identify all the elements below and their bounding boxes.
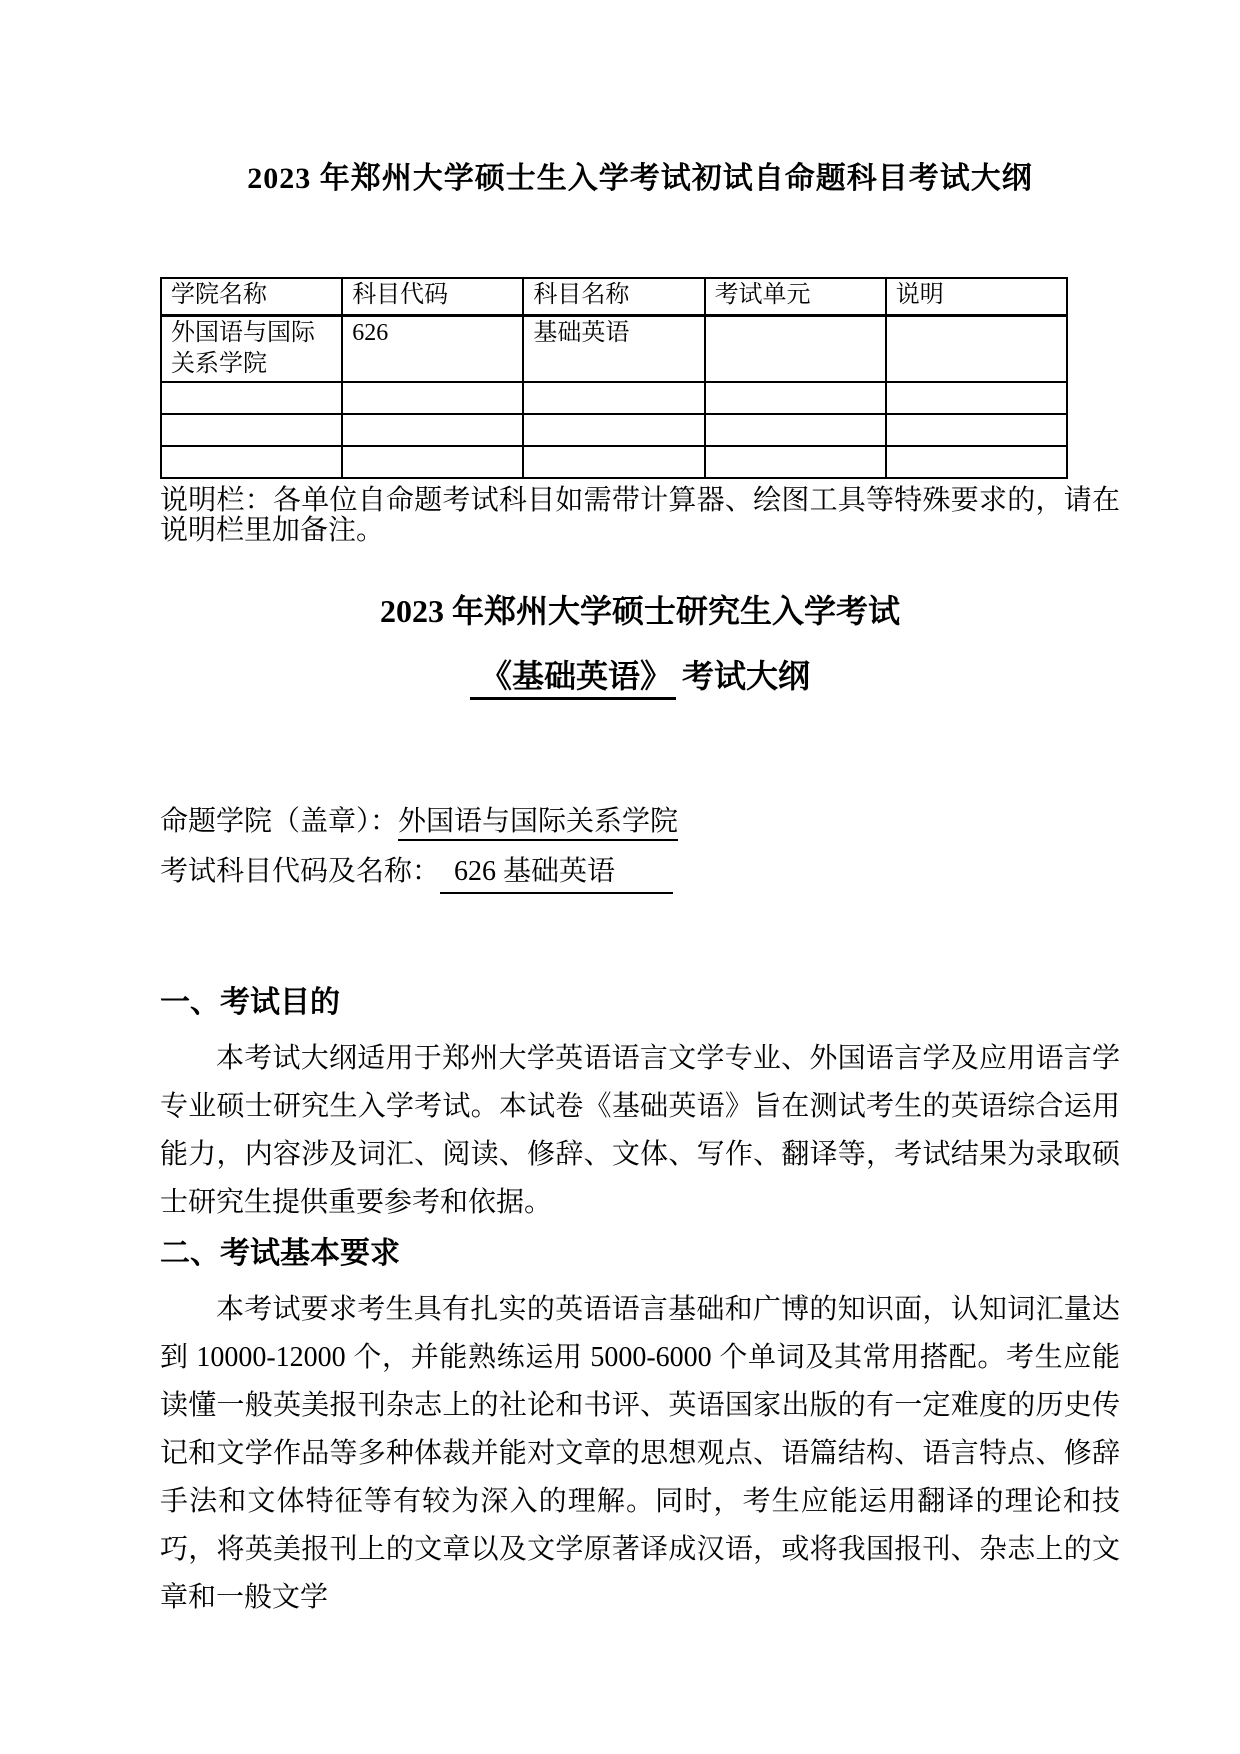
- table-cell: [161, 414, 342, 446]
- table-cell: [161, 382, 342, 414]
- col-header-exam-unit: 考试单元: [705, 278, 886, 315]
- subject-line: [160, 854, 1120, 894]
- main-title: 2023 年郑州大学硕士生入学考试初试自命题科目考试大纲: [247, 162, 1033, 195]
- course-name-underlined: 《基础英语》: [470, 658, 676, 700]
- exam-title: 2023 年郑州大学硕士研究生入学考试: [379, 592, 900, 629]
- table-row: [161, 382, 1067, 414]
- table-cell: [705, 414, 886, 446]
- table-cell: [886, 382, 1067, 414]
- table-cell: [886, 414, 1067, 446]
- col-header-college-name: 学院名称: [161, 278, 342, 315]
- exam-schedule-table: [160, 277, 1068, 479]
- table-cell: [342, 446, 523, 478]
- table-cell: [523, 382, 704, 414]
- table-cell-subject-code: 626: [342, 315, 523, 382]
- section-1-heading: 一、考试目的: [160, 985, 340, 1019]
- section-2-heading: 二、考试基本要求: [160, 1236, 400, 1270]
- table-row: [161, 315, 1067, 382]
- table-row: [161, 414, 1067, 446]
- table-cell: [705, 446, 886, 478]
- table-row: [161, 446, 1067, 478]
- table-cell: [886, 446, 1067, 478]
- table-header-row: [161, 278, 1067, 315]
- table-cell: [523, 446, 704, 478]
- subject-value: 626 基础英语: [440, 854, 673, 894]
- issuer-line: [160, 804, 1120, 840]
- table-cell-college-name: 外国语与国际关系学院: [161, 315, 342, 382]
- table-cell: [342, 414, 523, 446]
- exam-subtitle-suffix: 考试大纲: [682, 657, 811, 694]
- issuer-value: 外国语与国际关系学院: [398, 806, 678, 841]
- col-header-notes: 说明: [886, 278, 1067, 315]
- table-cell: [523, 414, 704, 446]
- subject-label: 考试科目代码及名称：: [160, 855, 441, 887]
- table-note: 说明栏：各单位自命题考试科目如需带计算器、绘图工具等特殊要求的，请在说明栏里加备注。: [160, 484, 1120, 546]
- section-2-paragraph: 本考试要求考生具有扎实的英语语言基础和广博的知识面，认知词汇量达到 10000-12000 个，并能熟练运用 5000-6000 个单词及其常用搭配。考生应能读懂一般英美报刊杂志上的社论和书评、英语国家出版的有一定难度的历史传记和文学作品等多种体裁并能对文章的思想观点、语篇结构、语言特点、修辞手法和文体特征等有较为深入的理解。同时，考生应能运用翻译的理论和技巧，将英美报刊上的文章以及文学原著译成汉语，或将我国报刊、杂志上的文章和一般文学: [160, 1293, 1120, 1613]
- exam-subtitle: [160, 656, 1120, 696]
- table-cell: [161, 446, 342, 478]
- table-cell-exam-unit: [705, 315, 886, 382]
- table-cell: [705, 382, 886, 414]
- col-header-subject-code: 科目代码: [342, 278, 523, 315]
- col-header-subject-name: 科目名称: [523, 278, 704, 315]
- table-cell: [342, 382, 523, 414]
- section-1-paragraph: 本考试大纲适用于郑州大学英语语言文学专业、外国语言学及应用语言学专业硕士研究生入学考试。本试卷《基础英语》旨在测试考生的英语综合运用能力，内容涉及词汇、阅读、修辞、文体、写作、翻译等，考试结果为录取硕士研究生提供重要参考和依据。: [160, 1042, 1120, 1218]
- table-cell-subject-name: 基础英语: [523, 315, 704, 382]
- issuer-label: 命题学院（盖章）：: [160, 805, 399, 837]
- table-cell-notes: [886, 315, 1067, 382]
